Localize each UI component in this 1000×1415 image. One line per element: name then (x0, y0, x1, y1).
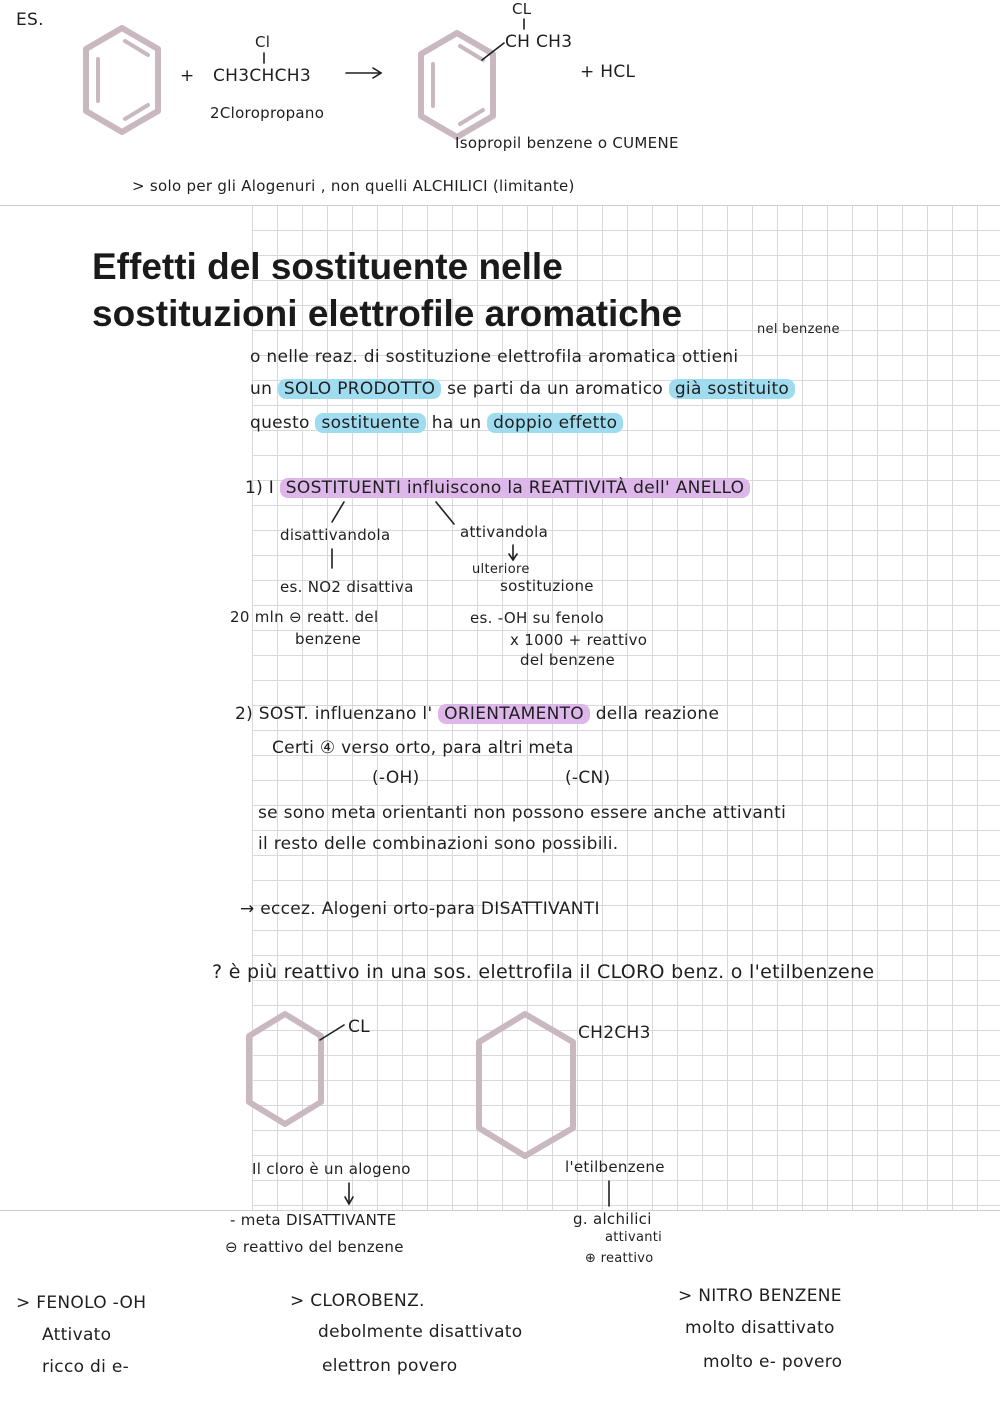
nitro-line-1: > NITRO BENZENE (678, 1286, 842, 1306)
chlorine-label: CL (348, 1017, 370, 1037)
deactivating-example-2: 20 mln ⊖ reatt. del (230, 608, 379, 626)
separator-bottom (0, 1210, 1000, 1211)
intro-line-3 (250, 413, 623, 433)
plus-sign: + (180, 66, 195, 86)
phenol-line-3: ricco di e- (42, 1357, 130, 1377)
highlight-solo-prodotto: SOLO PRODOTTO (278, 379, 442, 399)
chloro-arrow (343, 1182, 355, 1206)
intro-line-2 (250, 379, 795, 399)
reaction-arrow (344, 66, 384, 80)
ethylbenzene-ring (475, 1010, 585, 1160)
intro-line-2-pre: un (250, 379, 273, 399)
chloro-reason-3: ⊖ reattivo del benzene (225, 1238, 404, 1256)
product-cl-bond (522, 18, 526, 30)
combinations-line: il resto delle combinazioni sono possibili. (258, 834, 619, 854)
title-line-1: Effetti del sostituente nelle (92, 246, 563, 287)
deactivating-label: disattivandola (280, 526, 391, 544)
section-title (92, 243, 682, 337)
ethyl-reason-4: ⊕ reattivo (585, 1251, 654, 1266)
activating-label: attivandola (460, 523, 549, 541)
deactivating-example: es. NO2 disattiva (280, 578, 414, 596)
activating-sub-2: sostituzione (500, 577, 594, 595)
activating-arrow (507, 544, 519, 562)
nitro-line-3: molto e- povero (703, 1352, 843, 1372)
point-2-post: della reazione (595, 704, 720, 724)
product-substituent: CH CH3 (505, 32, 573, 52)
highlight-orientamento: ORIENTAMENTO (438, 704, 590, 724)
hcl-byproduct: + HCL (580, 62, 636, 82)
activating-example-2: x 1000 + reattivo (510, 631, 648, 649)
phenol-line-2: Attivato (42, 1325, 112, 1345)
ethyl-label: CH2CH3 (578, 1023, 651, 1043)
highlight-gia-sostituito: già sostituito (669, 379, 795, 399)
orientation-cn: (-CN) (565, 768, 611, 788)
title-line-2: sostituzioni elettrofile aromatiche (92, 293, 683, 334)
ethyl-reason-2: g. alchilici (573, 1210, 652, 1228)
example-label: ES. (16, 10, 44, 30)
chloro-reason-2: - meta DISATTIVANTE (230, 1211, 397, 1229)
benzene-ring-reagent (80, 25, 170, 137)
point-2-pre: 2) SOST. influenzano l' (235, 704, 433, 724)
intro-line-3-mid: ha un (431, 413, 482, 433)
activating-example-3: del benzene (520, 651, 616, 669)
ethyl-bond (607, 1180, 611, 1208)
point-2-heading (235, 704, 719, 724)
chloro-reason-1: Il cloro è un alogeno (252, 1160, 411, 1178)
side-note: nel benzene (757, 322, 840, 337)
intro-line-2-mid: se parti da un aromatico (447, 379, 664, 399)
ethyl-reason-3: attivanti (605, 1230, 663, 1245)
highlight-doppio-effetto: doppio effetto (487, 413, 623, 433)
orientation-line: Certi ④ verso orto, para altri meta (272, 738, 574, 758)
limitation-note: > solo per gli Alogenuri , non quelli ALCHILICI (limitante) (132, 177, 575, 195)
intro-line-1: o nelle reaz. di sostituzione elettrofila aromatica ottieni (250, 347, 739, 367)
orientation-oh: (-OH) (372, 768, 420, 788)
highlight-sostituente: sostituente (315, 413, 426, 433)
separator-top (0, 205, 1000, 206)
ethyl-reason-1: l'etilbenzene (565, 1158, 665, 1176)
activating-sub-1: ulteriore (472, 562, 530, 577)
product-cl: CL (512, 0, 532, 18)
phenol-line-1: > FENOLO -OH (16, 1293, 147, 1313)
deactivating-example-3: benzene (295, 630, 362, 648)
deactivating-bond (330, 548, 334, 570)
chlorobenzene-bond (318, 1022, 348, 1044)
reagent-bond (262, 52, 266, 64)
chloro-line-2: debolmente disattivato (318, 1322, 523, 1342)
chloro-line-3: elettron povero (322, 1356, 458, 1376)
reagent-cl: Cl (255, 33, 271, 51)
meta-rule-line: se sono meta orientanti non possono essere anche attivanti (258, 803, 787, 823)
point-1-heading (245, 478, 750, 498)
nitro-line-2: molto disattivato (685, 1318, 835, 1338)
point-1-number: 1) I (245, 478, 275, 498)
question-line: ? è più reattivo in una sos. elettrofila il CLORO benz. o l'etilbenzene (212, 961, 875, 983)
chloro-line-1: > CLOROBENZ. (290, 1291, 425, 1311)
intro-line-3-pre: questo (250, 413, 310, 433)
reagent-name: 2Cloropropano (210, 104, 325, 122)
activating-example: es. -OH su fenolo (470, 609, 604, 627)
highlight-reattivita: SOSTITUENTI influiscono la REATTIVITÀ dell' ANELLO (280, 478, 751, 498)
reagent-formula: CH3CHCH3 (213, 66, 311, 86)
exception-line: → eccez. Alogeni orto-para DISATTIVANTI (240, 899, 600, 919)
product-name: Isopropil benzene o CUMENE (455, 134, 679, 152)
